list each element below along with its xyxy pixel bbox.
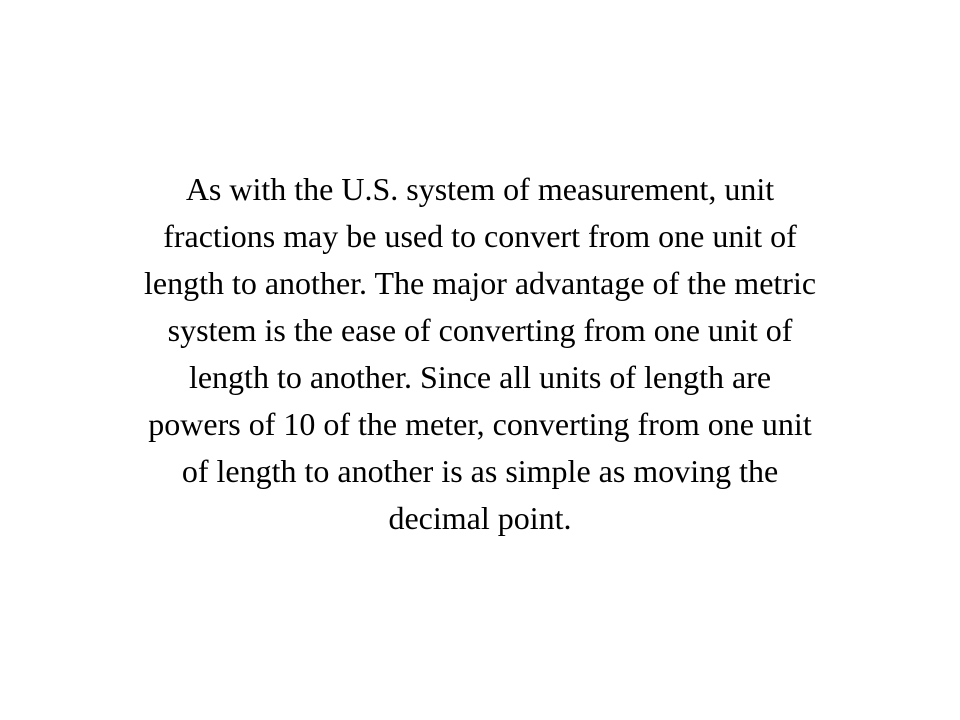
paragraph-line: length to another. Since all units of length are — [188, 359, 772, 395]
paragraph-line: powers of 10 of the meter, converting from one unit — [148, 406, 812, 442]
body-paragraph — [40, 166, 920, 542]
paragraph-line: decimal point. — [388, 500, 572, 536]
paragraph-line: length to another. The major advantage of the metric — [143, 265, 817, 301]
paragraph-line: fractions may be used to convert from one unit of — [163, 218, 797, 254]
paragraph-line: of length to another is as simple as moving the — [181, 453, 779, 489]
paragraph-line: As with the U.S. system of measurement, unit — [185, 171, 775, 207]
paragraph-line: system is the ease of converting from one unit of — [167, 312, 793, 348]
